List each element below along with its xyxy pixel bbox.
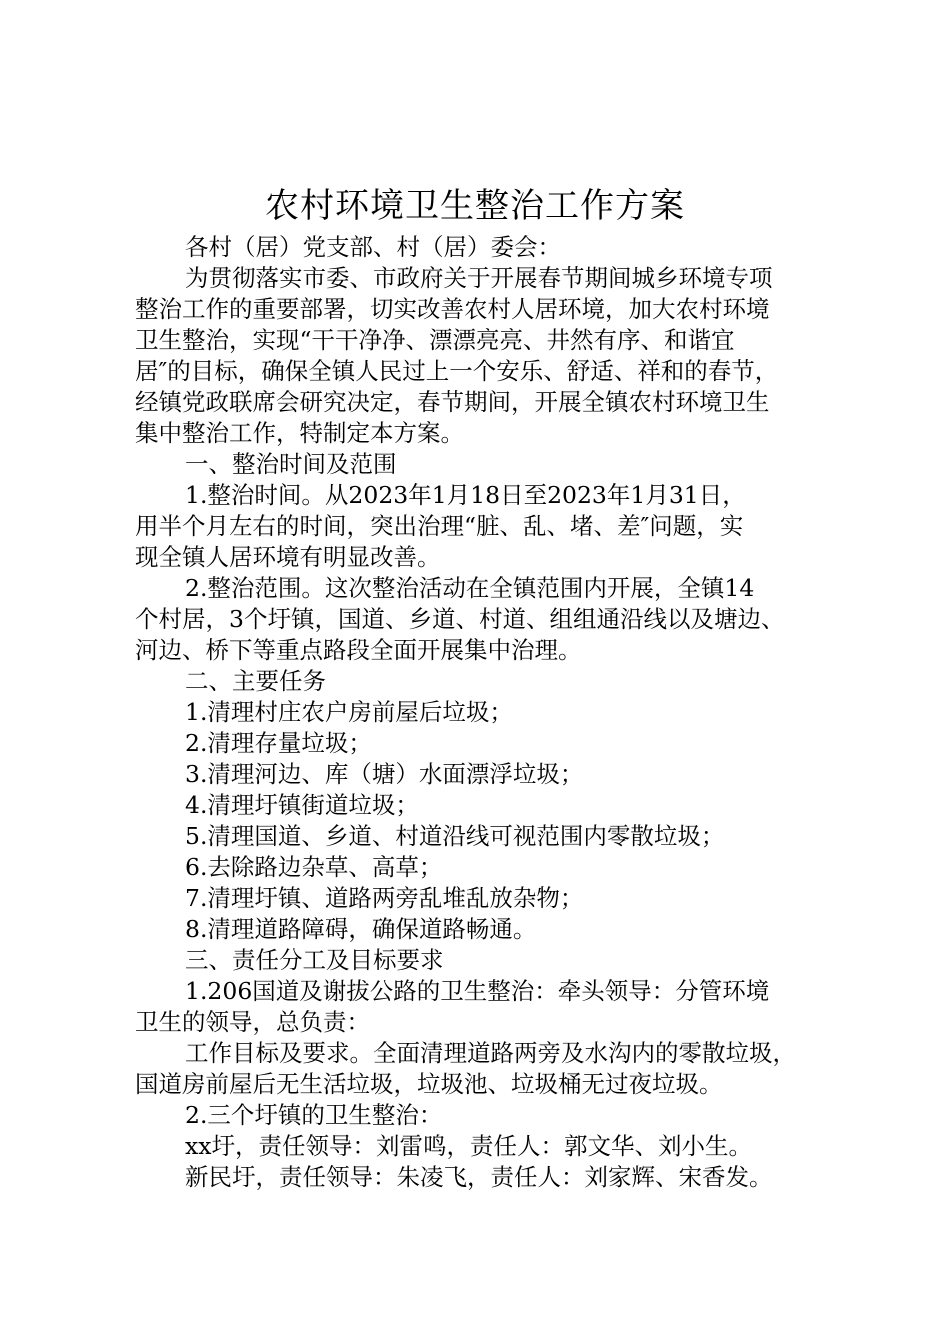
text-line: 三、责任分工及目标要求 bbox=[185, 946, 444, 974]
document-body bbox=[135, 232, 835, 1193]
text-line: 用半个月左右的时间，突出治理“脏、乱、堵、差″问题，实 bbox=[135, 512, 744, 540]
text-line: 整治工作的重要部署，切实改善农村人居环境，加大农村环境 bbox=[135, 295, 770, 323]
text-line: 经镇党政联席会研究决定，春节期间，开展全镇农村环境卫生 bbox=[135, 388, 770, 416]
text-line: 现全镇人居环境有明显改善。 bbox=[135, 543, 441, 571]
text-line: 个村居，3个圩镇，国道、乡道、村道、组组通沿线以及塘边、 bbox=[135, 605, 785, 633]
text-line: xx圩，责任领导：刘雷鸣，责任人：郭文华、刘小生。 bbox=[185, 1132, 753, 1160]
document-title: 农村环境卫生整治工作方案 bbox=[265, 186, 685, 226]
text-line: 2.三个圩镇的卫生整治： bbox=[185, 1101, 443, 1129]
text-line: 6.去除路边杂草、高草； bbox=[185, 853, 443, 881]
text-line: 国道房前屋后无生活垃圾，垃圾池、垃圾桶无过夜垃圾。 bbox=[135, 1070, 723, 1098]
text-line: 居″的目标，确保全镇人民过上一个安乐、舒适、祥和的春节， bbox=[135, 357, 779, 385]
text-line: 7.清理圩镇、道路两旁乱堆乱放杂物； bbox=[185, 884, 584, 912]
text-line: 5.清理国道、乡道、村道沿线可视范围内零散垃圾； bbox=[185, 822, 725, 850]
text-line: 1.整治时间。从2023年1月18日至2023年1月31日， bbox=[185, 481, 746, 509]
text-line: 各村（居）党支部、村（居）委会： bbox=[185, 233, 561, 261]
text-line: 1.清理村庄农户房前屋后垃圾； bbox=[185, 698, 513, 726]
text-line: 卫生的领导，总负责： bbox=[135, 1008, 370, 1036]
text-line: 1.206国道及谢拔公路的卫生整治：牵头领导：分管环境 bbox=[185, 977, 770, 1005]
text-line: 2.清理存量垃圾； bbox=[185, 729, 372, 757]
text-line: 2.整治范围。这次整治活动在全镇范围内开展，全镇14 bbox=[185, 574, 755, 602]
text-line: 8.清理道路障碍，确保道路畅通。 bbox=[185, 915, 537, 943]
text-line: 一、整治时间及范围 bbox=[185, 450, 397, 478]
text-line: 工作目标及要求。全面清理道路两旁及水沟内的零散垃圾， bbox=[185, 1039, 796, 1067]
text-line: 新民圩，责任领导：朱凌飞，责任人：刘家辉、宋香发。 bbox=[185, 1163, 773, 1191]
text-line: 为贯彻落实市委、市政府关于开展春节期间城乡环境专项 bbox=[185, 264, 773, 292]
text-line: 3.清理河边、库（塘）水面漂浮垃圾； bbox=[185, 760, 584, 788]
text-line: 二、主要任务 bbox=[185, 667, 326, 695]
text-line: 集中整治工作，特制定本方案。 bbox=[135, 419, 464, 447]
text-line: 卫生整治，实现“干干净净、漂漂亮亮、井然有序、和谐宜 bbox=[135, 326, 735, 354]
text-line: 河边、桥下等重点路段全面开展集中治理。 bbox=[135, 636, 582, 664]
text-line: 4.清理圩镇街道垃圾； bbox=[185, 791, 419, 819]
